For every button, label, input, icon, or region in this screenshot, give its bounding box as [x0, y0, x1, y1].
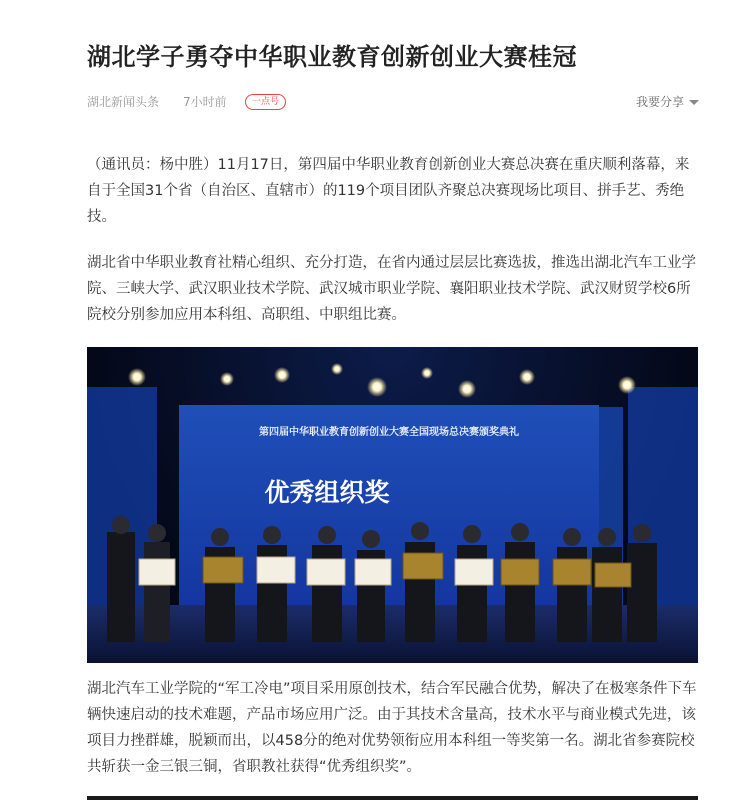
article-title: 湖北学子勇夺中华职业教育创新创业大赛桂冠	[87, 43, 577, 71]
photo-award-text: 优秀组织奖	[264, 478, 390, 507]
next-image-edge	[87, 796, 698, 800]
share-button[interactable]	[636, 92, 699, 112]
chevron-down-icon	[689, 100, 699, 105]
photo-banner-text: 第四届中华职业教育创新创业大赛全国现场总决赛颁奖典礼	[259, 427, 519, 438]
stage-lights	[128, 363, 636, 398]
article-photo	[87, 347, 698, 663]
source-badge: 一点号	[245, 94, 286, 110]
source-link[interactable]: 湖北新闻头条	[87, 95, 160, 109]
paragraph-3: 湖北汽车工业学院的“军工冷电”项目采用原创技术，结合军民融合优势，解决了在极寒条件下车辆快速启动的技术难题，产品市场应用广泛。由于其技术含量高，技术水平与商业模式先进，该项目力挫群雄，脱颖而出，以458分的绝对优势领衔应用本科组一等奖第一名。湖北省参赛院校共斩获一金三银三铜，省职教社获得“优秀组织奖”。	[87, 681, 697, 775]
paragraph-1: （通讯员：杨中胜）11月17日，第四届中华职业教育创新创业大赛总决赛在重庆顺利落幕，来自于全国31个省（自治区、直辖市）的119个项目团队齐聚总决赛现场比项目、拼手艺、秀绝技。	[87, 157, 690, 225]
article-meta	[87, 92, 699, 112]
paragraph-2: 湖北省中华职业教育社精心组织、充分打造，在省内通过层层比赛选拔，推选出湖北汽车工业学院、三峡大学、武汉职业技术学院、武汉城市职业学院、襄阳职业技术学院、武汉财贸学校6所院校分别参加应用本科组、高职组、中职组比赛。	[87, 255, 696, 323]
share-label: 我要分享	[635, 95, 684, 109]
publish-time: 7小时前	[183, 95, 227, 109]
